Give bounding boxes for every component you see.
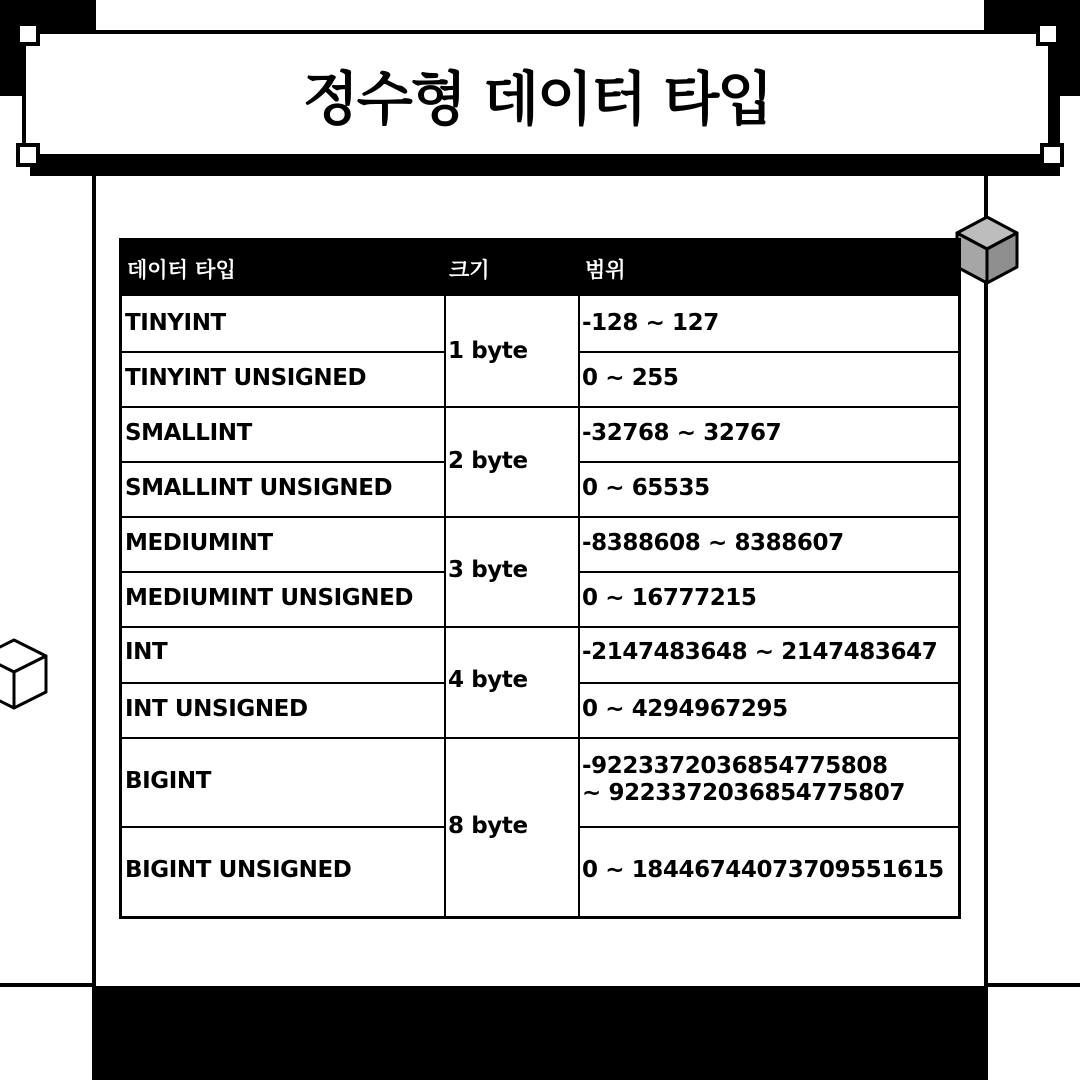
frame-rail-bottom-left [0, 983, 96, 987]
cube-icon [954, 214, 1020, 286]
group-divider [122, 406, 958, 408]
range-cell: -2147483648 ~ 2147483647 [582, 639, 938, 665]
row-divider [580, 571, 958, 573]
header-range: 범위 [585, 258, 626, 282]
cube-outline-icon [0, 636, 50, 712]
type-cell: MEDIUMINT UNSIGNED [125, 585, 414, 611]
size-cell: 1 byte [448, 338, 528, 364]
range-cell: 0 ~ 16777215 [582, 585, 757, 611]
row-divider [122, 682, 444, 684]
table-header [119, 238, 961, 296]
title-box [22, 30, 1052, 158]
range-cell: 0 ~ 18446744073709551615 [582, 857, 944, 883]
header-type: 데이터 타입 [127, 258, 236, 282]
resize-handle-bottom-left [16, 143, 40, 167]
row-divider [580, 826, 958, 828]
column-divider [578, 296, 580, 916]
column-divider [444, 296, 446, 916]
resize-handle-bottom-right [1040, 143, 1064, 167]
type-cell: SMALLINT [125, 420, 252, 446]
type-cell: INT UNSIGNED [125, 696, 308, 722]
range-cell-line1: -9223372036854775808 [582, 753, 888, 779]
range-cell: 0 ~ 4294967295 [582, 696, 788, 722]
page-title: 정수형 데이터 타입 [302, 65, 772, 133]
size-cell: 8 byte [448, 813, 528, 839]
type-cell: TINYINT [125, 310, 226, 336]
type-cell: BIGINT [125, 768, 212, 794]
group-divider [122, 737, 958, 739]
frame-rail-left [92, 160, 96, 990]
row-divider [122, 461, 444, 463]
row-divider [122, 351, 444, 353]
range-cell-line2: ~ 9223372036854775807 [582, 780, 905, 806]
integer-types-table [119, 238, 961, 919]
range-cell: -32768 ~ 32767 [582, 420, 782, 446]
size-cell: 3 byte [448, 557, 528, 583]
range-cell: 0 ~ 65535 [582, 475, 710, 501]
row-divider [122, 826, 444, 828]
resize-handle-top-left [16, 22, 40, 46]
size-cell: 4 byte [448, 667, 528, 693]
size-cell: 2 byte [448, 448, 528, 474]
row-divider [580, 682, 958, 684]
type-cell: SMALLINT UNSIGNED [125, 475, 393, 501]
bottom-bar [92, 986, 988, 1080]
type-cell: INT [125, 639, 168, 665]
type-cell: BIGINT UNSIGNED [125, 857, 352, 883]
resize-handle-top-right [1036, 22, 1060, 46]
range-cell: 0 ~ 255 [582, 365, 679, 391]
type-cell: MEDIUMINT [125, 530, 273, 556]
range-cell: -8388608 ~ 8388607 [582, 530, 844, 556]
row-divider [122, 571, 444, 573]
type-cell: TINYINT UNSIGNED [125, 365, 367, 391]
group-divider [122, 626, 958, 628]
row-divider [580, 351, 958, 353]
group-divider [122, 516, 958, 518]
header-size: 크기 [449, 258, 490, 282]
row-divider [580, 461, 958, 463]
frame-rail-bottom-right [984, 983, 1080, 987]
range-cell: -128 ~ 127 [582, 310, 719, 336]
